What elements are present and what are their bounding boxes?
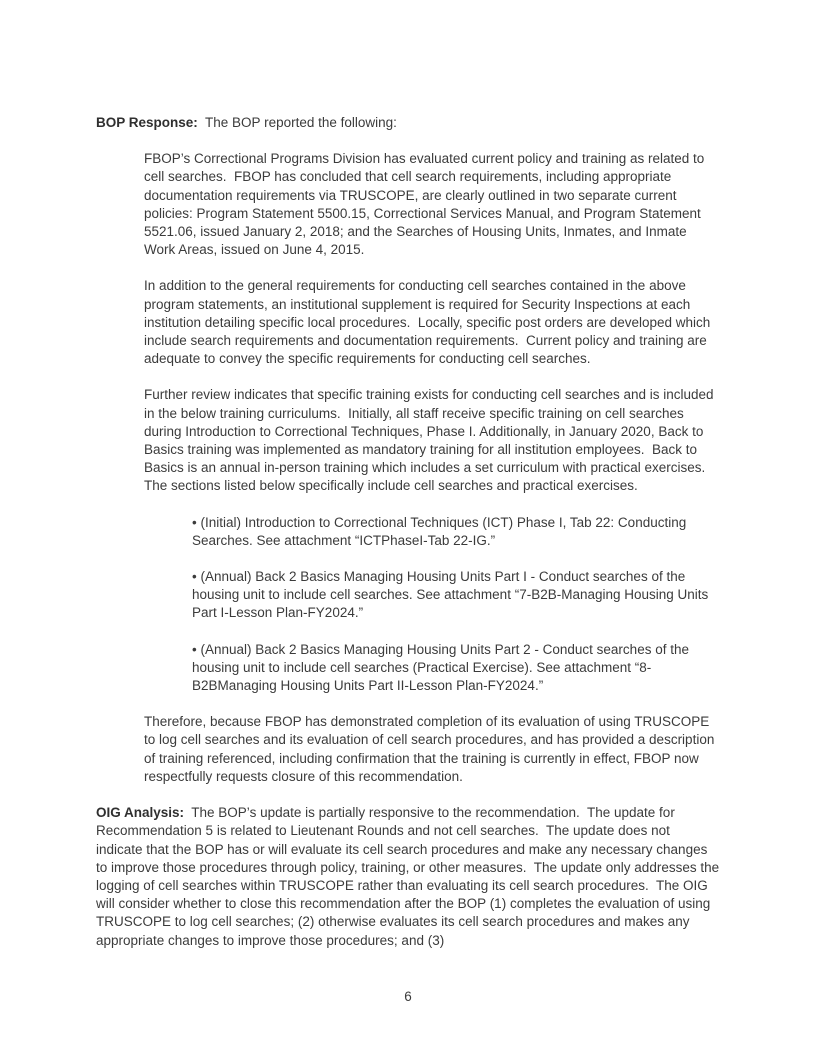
bullet-item-annual-b2b-part1: • (Annual) Back 2 Basics Managing Housing Units Part I - Conduct searches of the housing unit to include cell searches. See attachment “7-B2B-Managing Housing Units Part I-Lesson Plan-FY2024.”: [192, 569, 713, 621]
bop-response-intro: The BOP reported the following:: [197, 115, 397, 130]
bop-response-paragraph: [96, 114, 720, 132]
paragraph-fbop-policy-evaluation: FBOP’s Correctional Programs Division has evaluated current policy and training as related to cell searches. FBOP has concluded that cell search requirements, including appropriate documentation requirements via TRUSCOPE, are clearly outlined in two separate current policies: Program Statement 5500.15, Correctional Services Manual, and Program Statement 5521.06, issued January 2, 2018; and the Searches of Housing Units, Inmates, and Inmate Work Areas, issued on June 4, 2015.: [144, 151, 709, 258]
paragraph-closure-request: Therefore, because FBOP has demonstrated completion of its evaluation of using TRUSCOPE to log cell searches and its evaluation of cell search procedures, and has provided a description of training referenced, including confirmation that the training is currently in effect, FBOP now respectfully requests closure of this recommendation.: [144, 714, 719, 784]
oig-analysis-paragraph: [96, 804, 723, 950]
paragraph-general-requirements: In addition to the general requirements for conducting cell searches contained in the above program statements, an institutional supplement is required for Security Inspections at each institution detailing specific local procedures. Locally, specific post orders are developed which include search requirements and documentation requirements. Current policy and training are adequate to convey the specific requirements for conducting cell searches.: [144, 278, 715, 367]
bullet-item-annual-b2b-part2: • (Annual) Back 2 Basics Managing Housing Units Part 2 - Conduct searches of the housing unit to include cell searches (Practical Exercise). See attachment “8-B2BManaging Housing Units Part II-Lesson Plan-FY2024.”: [192, 641, 693, 694]
bullet-item-initial-ict: • (Initial) Introduction to Correctional Techniques (ICT) Phase I, Tab 22: Conducting Searches. See attachment “ICTPhaseI-Tab 22-IG.”: [192, 514, 690, 548]
oig-analysis-label: OIG Analysis:: [96, 805, 185, 821]
bop-response-label: BOP Response:: [96, 115, 198, 130]
page-number: 6: [404, 989, 412, 1004]
paragraph-further-review-training: Further review indicates that specific training exists for conducting cell searches and is included in the below training curriculums. Initially, all staff receive specific training on cell searches during Introduction to Correctional Techniques, Phase I. Additionally, in January 2020, Back to Basics training was implemented as mandatory training for all institution employees. Back to Basics is an annual in-person training which includes a set curriculum with practical exercises. The sections listed below specifically include cell searches and practical exercises.: [144, 387, 718, 494]
oig-analysis-text: The BOP’s update is partially responsive to the recommendation. The update for Recommendation 5 is related to Lieutenant Rounds and not cell searches. The update does not indicate that the BOP has or will evaluate its cell search procedures and make any necessary changes to improve those procedures through policy, training, or other measures. The update only addresses the logging of cell searches within TRUSCOPE rather than evaluating its cell search procedures. The OIG will consider whether to close this recommendation after the BOP (1) completes the evaluation of using TRUSCOPE to log cell searches; (2) otherwise evaluates its cell search procedures and makes any appropriate changes to improve those procedures; and (3): [96, 805, 723, 948]
document-page: [96, 114, 723, 968]
